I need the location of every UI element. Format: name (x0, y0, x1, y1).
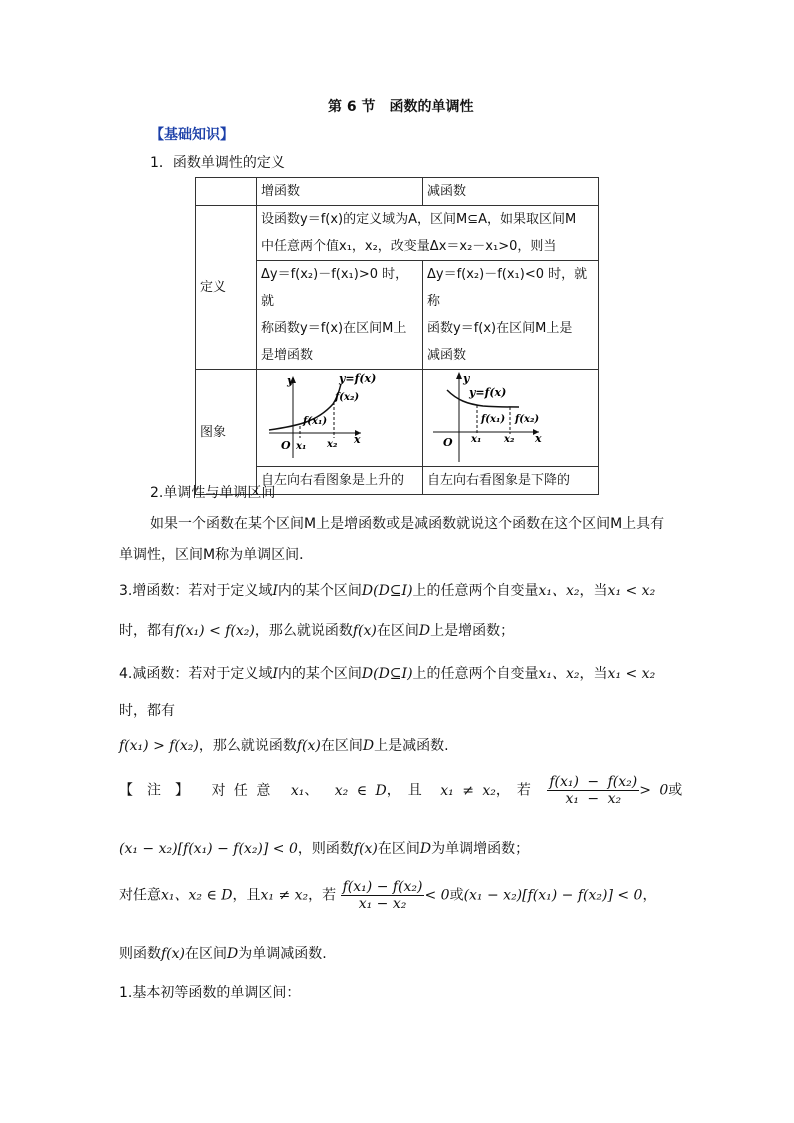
note-c: ， 若 (495, 782, 531, 799)
note2-or: 或 (449, 887, 464, 904)
note-line1 (119, 774, 682, 807)
note-or: 或 (668, 782, 683, 799)
y-arrow-icon (456, 372, 462, 379)
heading-definition: 1．函数单调性的定义 (150, 155, 285, 171)
note-numerator: f(x₁) − f(x₂) (549, 774, 638, 790)
note2-neq: x₁ ≠ x₂ (260, 887, 309, 904)
item3-domain: D(D⊆I) (361, 583, 413, 599)
shared-line-2: 中任意两个值x₁，x₂，改变量Δx＝x₂－x₁>0，则当 (261, 239, 557, 254)
inc-graph-cell (257, 370, 423, 467)
note-sep: 、 (304, 782, 319, 799)
shared-line-1: 设函数y＝f(x)的定义域为A，区间M⊆A，如果取区间M (261, 212, 577, 227)
item3-mid2: 上的任意两个自变量 (412, 583, 539, 599)
graph-fx2-label: f(x₂) (335, 392, 360, 403)
note2-end: ， (642, 887, 657, 904)
note-b: ， 且 (386, 782, 422, 799)
item3-ineq: f(x₁) < f(x₂) (175, 623, 255, 639)
note-neq: x₁ ≠ x₂ (440, 782, 496, 799)
note2-c: ，若 (308, 887, 337, 904)
note-line2 (119, 838, 529, 858)
item3-lead: 3.增函数：若对于定义域 (119, 583, 273, 599)
dec-definition (423, 261, 599, 370)
note2-fx: f(x) (161, 946, 186, 962)
item4-line3-b: ，那么就说函数 (198, 738, 297, 754)
dec-line-3: 减函数 (427, 348, 467, 363)
note2-line1 (119, 879, 656, 912)
row-label-definition: 定义 (196, 206, 257, 370)
item4-D: D (362, 738, 375, 754)
graph-origin-label: O (443, 436, 453, 449)
note-fx: f(x) (353, 841, 378, 857)
item3-mid1: 内的某个区间 (277, 583, 362, 599)
note2-D: D (227, 946, 239, 962)
graph-y-label: y (463, 372, 470, 385)
table-corner (196, 178, 257, 206)
item4-line3-d: 上是减函数. (374, 738, 449, 754)
item4-ineq: f(x₁) > f(x₂) (119, 738, 199, 754)
heading-basic-intervals: 1.基本初等函数的单调区间： (119, 985, 301, 1001)
note-gt: > 0 (639, 782, 669, 799)
item4-lead: 4.减函数：若对于定义域 (119, 666, 273, 682)
dec-graph-cell (423, 370, 599, 467)
item3-vars: x₁、x₂ (538, 583, 580, 599)
item3-I: I (272, 583, 278, 599)
note2-line2-a: 则函数 (119, 946, 161, 962)
note-a: 对 任 意 (211, 782, 271, 799)
graph-x-label: x (535, 432, 542, 445)
section-heading: 【基础知识】 (150, 127, 234, 143)
item4-I: I (272, 666, 278, 682)
note-label: 【 注 】 (119, 782, 189, 799)
note2-a: 对任意 (119, 887, 161, 904)
item4-fx: f(x) (296, 738, 321, 754)
table-header-dec: 减函数 (423, 178, 599, 206)
item4-mid2: 上的任意两个自变量 (412, 666, 539, 682)
note2-numerator: f(x₁) − f(x₂) (342, 879, 423, 895)
item3-line2-c: 在区间 (376, 623, 419, 639)
note2-lt: < 0 (424, 887, 450, 904)
graph-x-label: x (354, 433, 361, 446)
graph-x2-label: x₂ (504, 434, 515, 445)
graph-x1-label: x₁ (296, 441, 307, 452)
note-fraction (547, 774, 639, 807)
note2-line2-c: 为单调减函数. (238, 946, 327, 962)
note2-fraction (341, 879, 425, 912)
note2-line2 (119, 943, 327, 963)
inc-definition (257, 261, 423, 370)
item3-cond: x₁ < x₂ (607, 583, 656, 599)
note-line2-text3: 为单调增函数； (431, 841, 530, 857)
shared-definition (257, 206, 599, 261)
item4-line1 (119, 663, 655, 683)
note2-denominator: x₁ − x₂ (358, 896, 407, 912)
increasing-graph (257, 370, 417, 466)
inc-line-1: Δy＝f(x₂)－f(x₁)>0 时，就 (261, 267, 409, 309)
note-v1: x₁ (290, 782, 305, 799)
note2-b: ，且 (232, 887, 261, 904)
para2-line2: 单调性，区间M称为单调区间． (119, 547, 314, 563)
note2-vars: x₁、x₂ ∈ D (161, 887, 233, 904)
item3-line1 (119, 580, 655, 600)
graph-fx1-label: f(x₁) (481, 414, 506, 425)
note-denominator: x₁ − x₂ (565, 791, 622, 807)
row-label-graph: 图象 (196, 370, 257, 495)
heading-monotone-interval: 2.单调性与单调区间 (150, 485, 276, 501)
item3-D: D (418, 623, 431, 639)
note2-line2-b: 在区间 (185, 946, 228, 962)
para2-line1: 如果一个函数在某个区间M上是增函数或是减函数就说这个函数在这个区间M上具有 (150, 516, 665, 532)
graph-x2-label: x₂ (327, 439, 338, 450)
page-title: 第 6 节 函数的单调性 (328, 99, 474, 115)
dec-caption: 自左向右看图象是下降的 (423, 467, 599, 495)
inc-line-3: 是增函数 (261, 348, 314, 363)
graph-curve-label: y=f(x) (469, 386, 507, 399)
note-line2-text2: 在区间 (377, 841, 420, 857)
item4-vars: x₁、x₂ (538, 666, 580, 682)
table-header-inc: 增函数 (257, 178, 423, 206)
item3-fx: f(x) (352, 623, 377, 639)
note2-expr: (x₁ − x₂)[f(x₁) − f(x₂)] < 0 (463, 887, 643, 904)
item4-domain: D(D⊆I) (361, 666, 413, 682)
note-v2: x₂ ∈ D (334, 782, 387, 799)
item3-line2 (119, 620, 514, 640)
definition-table (195, 177, 599, 495)
graph-fx2-label: f(x₂) (515, 414, 540, 425)
dec-line-1: Δy＝f(x₂)－f(x₁)<0 时，就称 (427, 267, 588, 309)
graph-x1-label: x₁ (471, 434, 482, 445)
inc-caption: 自左向右看图象是上升的 (257, 467, 423, 495)
item3-mid3: ，当 (579, 583, 608, 599)
dec-line-2: 函数y＝f(x)在区间M上是 (427, 321, 573, 336)
note-D: D (419, 841, 432, 857)
item3-line2-b: ，那么就说函数 (254, 623, 353, 639)
note-expr: (x₁ − x₂)[f(x₁) − f(x₂)] < 0 (119, 841, 298, 857)
decreasing-graph (423, 370, 593, 466)
item4-mid3: ，当 (579, 666, 608, 682)
graph-y-label: y (287, 374, 294, 387)
inc-line-2: 称函数y＝f(x)在区间M上 (261, 321, 407, 336)
item4-line3 (119, 735, 449, 755)
item4-cond: x₁ < x₂ (607, 666, 656, 682)
item3-line2-a: 时，都有 (119, 623, 175, 639)
item4-mid1: 内的某个区间 (277, 666, 362, 682)
graph-curve-label: y=f(x) (339, 372, 377, 385)
item3-line2-d: 上是增函数； (430, 623, 515, 639)
graph-origin-label: O (281, 439, 291, 452)
item4-line3-c: 在区间 (320, 738, 363, 754)
item4-line2: 时，都有 (119, 703, 175, 719)
note-line2-text: ，则函数 (297, 841, 354, 857)
graph-fx1-label: f(x₁) (303, 416, 328, 427)
